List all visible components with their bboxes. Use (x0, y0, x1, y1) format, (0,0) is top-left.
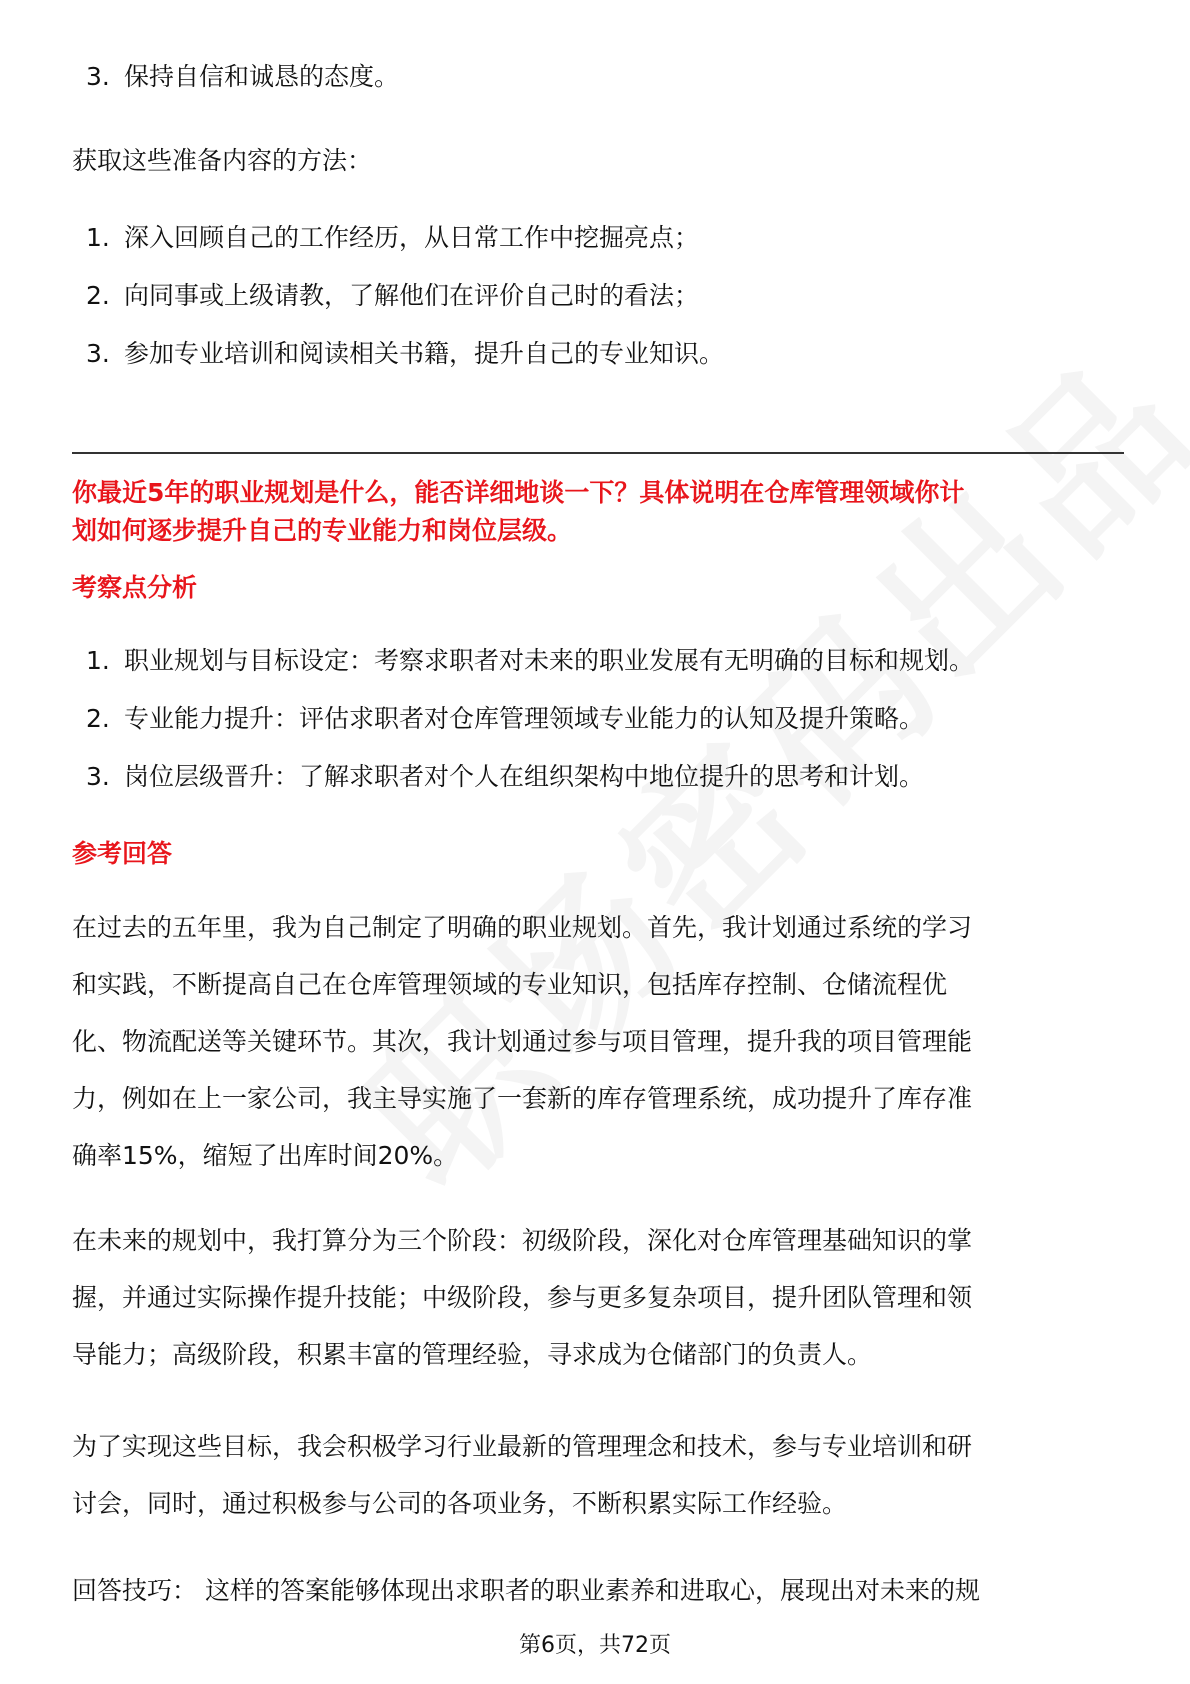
question-line: 划如何逐步提升自己的专业能力和岗位层级。 (72, 516, 573, 545)
answer-tips: 回答技巧： 这样的答案能够体现出求职者的职业素养和进取心，展现出对未来的规 (72, 1576, 980, 1605)
paragraph-line: 导能力；高级阶段，积累丰富的管理经验，寻求成为仓储部门的负责人。 (72, 1340, 873, 1369)
list-text: 职业规划与目标设定：考察求职者对未来的职业发展有无明确的目标和规划。 (124, 646, 975, 675)
answer-heading: 参考回答 (72, 839, 173, 868)
paragraph-line: 握，并通过实际操作提升技能；中级阶段，参与更多复杂项目，提升团队管理和领 (72, 1283, 973, 1312)
list-text: 深入回顾自己的工作经历，从日常工作中挖掘亮点； (124, 223, 700, 252)
list-number: 1. (86, 223, 110, 252)
list-text: 参加专业培训和阅读相关书籍，提升自己的专业知识。 (124, 339, 725, 368)
paragraph-line: 讨会，同时，通过积极参与公司的各项业务，不断积累实际工作经验。 (72, 1489, 848, 1518)
analysis-heading: 考察点分析 (72, 573, 198, 602)
list-item (86, 748, 974, 806)
paragraph-line: 在过去的五年里，我为自己制定了明确的职业规划。首先，我计划通过系统的学习 (72, 913, 973, 942)
list-number: 3. (86, 62, 110, 91)
paragraph-line: 力，例如在上一家公司，我主导实施了一套新的库存管理系统，成功提升了库存准 (72, 1084, 973, 1113)
list-item (86, 209, 724, 267)
paragraph-line: 和实践，不断提高自己在仓库管理领域的专业知识，包括库存控制、仓储流程优 (72, 970, 948, 999)
answer-paragraph-2 (72, 1212, 1132, 1383)
answer-paragraph-3 (72, 1418, 1132, 1532)
list-text: 专业能力提升：评估求职者对仓库管理领域专业能力的认知及提升策略。 (124, 704, 925, 733)
list-number: 3. (86, 339, 110, 368)
top-list (86, 48, 399, 106)
list-number: 2. (86, 281, 110, 310)
list-item (86, 267, 724, 325)
list-text: 保持自信和诚恳的态度。 (124, 62, 400, 91)
paragraph-line: 化、物流配送等关键环节。其次，我计划通过参与项目管理，提升我的项目管理能 (72, 1027, 973, 1056)
answer-paragraph-1 (72, 899, 1132, 1184)
list-item (86, 325, 724, 383)
methods-intro: 获取这些准备内容的方法： (72, 146, 373, 175)
paragraph-line: 为了实现这些目标，我会积极学习行业最新的管理理念和技术，参与专业培训和研 (72, 1432, 973, 1461)
list-number: 2. (86, 704, 110, 733)
paragraph-line: 确率15%，缩短了出库时间20%。 (72, 1141, 459, 1170)
section-divider (72, 452, 1124, 454)
list-text: 向同事或上级请教，了解他们在评价自己时的看法； (124, 281, 700, 310)
methods-list (86, 209, 724, 383)
list-item (86, 690, 974, 748)
question-line: 你最近5年的职业规划是什么，能否详细地谈一下？具体说明在仓库管理领域你计 (72, 478, 965, 507)
question-title (72, 474, 1132, 550)
page-number: 第6页，共72页 (519, 1633, 671, 1658)
list-item (86, 632, 974, 690)
paragraph-line: 在未来的规划中，我打算分为三个阶段：初级阶段，深化对仓库管理基础知识的掌 (72, 1226, 973, 1255)
list-number: 3. (86, 762, 110, 791)
analysis-list (86, 632, 974, 806)
list-item (86, 48, 399, 106)
list-text: 岗位层级晋升：了解求职者对个人在组织架构中地位提升的思考和计划。 (124, 762, 925, 791)
list-number: 1. (86, 646, 110, 675)
